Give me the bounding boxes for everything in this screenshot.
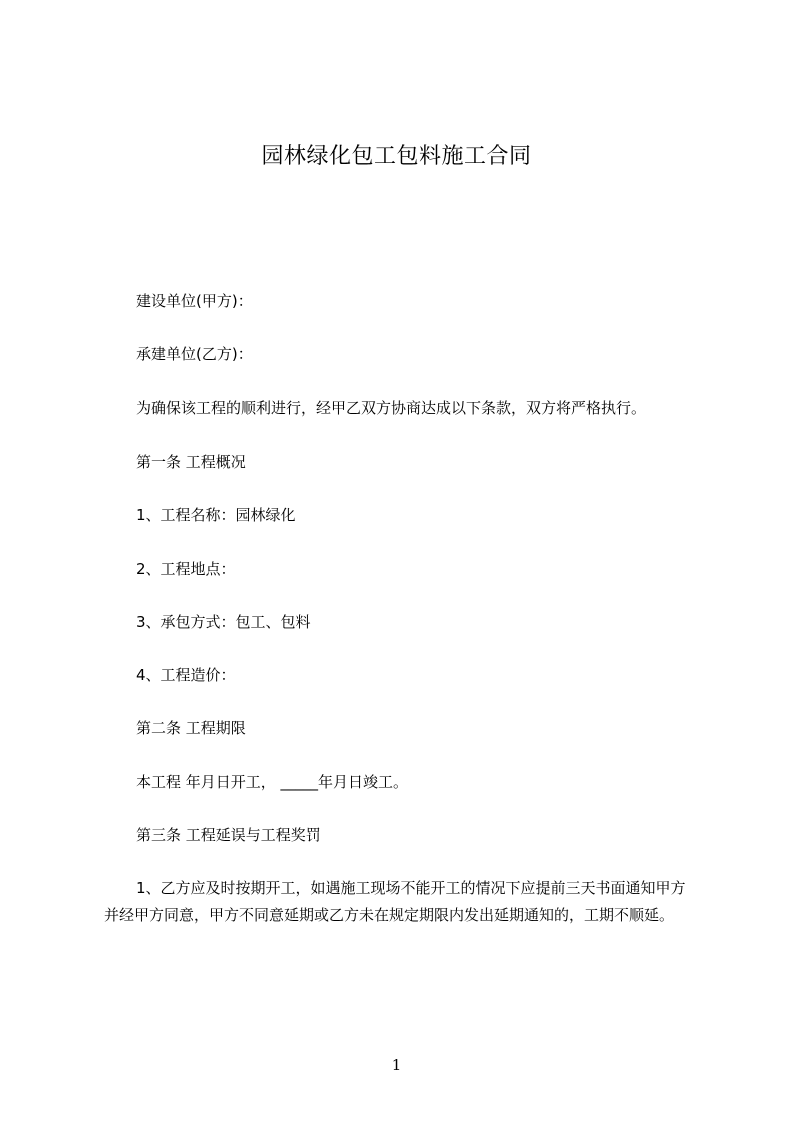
section-heading-1: 第一条 工程概况 <box>136 453 246 471</box>
section-heading-2: 第二条 工程期限 <box>136 719 246 737</box>
paragraph-delay-clause-text: 1、乙方应及时按期开工，如遇施工现场不能开工的情况下应提前三天书面通知甲方并经甲方同意，甲方不同意延期或乙方未在规定期限内发出延期通知的，工期不顺延。 <box>104 879 686 924</box>
paragraph-preamble: 为确保该工程的顺利进行，经甲乙双方协商达成以下条款，双方将严格执行。 <box>136 399 647 417</box>
paragraph-project-cost: 4、工程造价： <box>136 666 236 684</box>
section-heading-3: 第三条 工程延误与工程奖罚 <box>136 826 321 844</box>
paragraph-contract-method: 3、承包方式：包工、包料 <box>136 613 311 631</box>
paragraph-project-name: 1、工程名称：园林绿化 <box>136 506 296 524</box>
paragraph-schedule: 本工程 年月日开工， _____年月日竣工。 <box>136 773 409 791</box>
paragraph-party-b: 承建单位(乙方)： <box>136 345 253 363</box>
document-title: 园林绿化包工包料施工合同 <box>261 144 532 169</box>
paragraph-party-a: 建设单位(甲方)： <box>136 292 253 310</box>
paragraph-project-location: 2、工程地点： <box>136 560 236 578</box>
paragraph-delay-clause <box>104 875 689 929</box>
page-number: 1 <box>391 1056 402 1074</box>
